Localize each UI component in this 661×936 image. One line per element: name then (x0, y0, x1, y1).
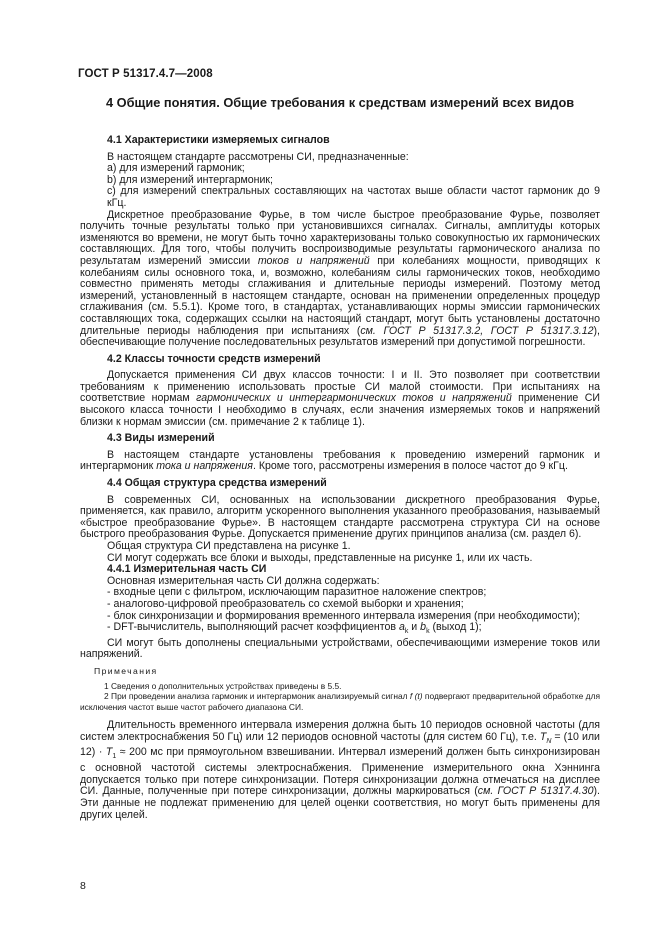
measurement-interval-paragraph: Длительность временного интервала измерения должна быть 10 периодов основной частоты (для систем электроснабжения 50 Гц) или 12 периодов основной частоты (для систем 60 Гц), т.е. $T_N = (10$ или $12) \cdot T_1 \approx 200$ мс при прямоугольном взвешивании. Интервал измерений должен быть синхронизирован с основной частотой системы электроснабжения. Применение измерительного окна Хэннинга допускается только при потере синхронизации. Потеря синхронизации должна отмечаться на дисплее СИ. Данные, полученные при потере синхронизации, должны маркироваться (см. ГОСТ Р 51317.4.30). Эти данные не подлежат применению для целей оценки соответствия, но могут быть применены для других целей. (80, 719, 600, 821)
section-4-4-paragraph: СИ могут содержать все блоки и выходы, представленные на рисунке 1, или их часть. (107, 551, 533, 564)
list-item: a) для измерений гармоник; (107, 162, 245, 175)
section-4-4-1-paragraph: СИ могут быть дополнены специальными устройствами, обеспечивающими измерение токов или напряжений. (80, 636, 600, 661)
section-4-4-paragraph: Общая структура СИ представлена на рисунке 1. (107, 540, 351, 552)
section-4-1-intro: В настоящем стандарте рассмотрены СИ, предназначенные: (107, 150, 409, 163)
section-4-4-1-heading: 4.4.1 Измерительная часть СИ (107, 563, 267, 576)
chapter-title: 4 Общие понятия. Общие требования к средствам измерений всех видов (106, 95, 575, 110)
note-1: 1 Сведения о дополнительных устройствах приведены в 5.5. (104, 680, 342, 691)
list-item: - аналогово-цифровой преобразователь со схемой выборки и хранения; (107, 597, 464, 610)
section-4-4-heading: 4.4 Общая структура средства измерений (107, 477, 327, 490)
section-4-1-paragraph: Дискретное преобразование Фурье, в том числе быстрое преобразование Фурье, позволяет получить точные результаты только при установившихся сигналах. Сигналы, амплитуды которых изменяются во времени, не могут быть точно характеризованы только совокупностью их гармонических составляющих. Для того, чтобы получить воспроизводимые результаты гармонического анализа по результатам измерений эмиссии токов и напряжений при колебаниях мощности, приводящих к колебаниям силы основного тока, и, возможно, колебаниям силы гармонических токов, необходимо совместно применять методы сглаживания и длительные периоды измерений. Поэтому метод измерений, установленный в настоящем стандарте, основан на применении определенных процедур сглаживания (см. 5.5.1). Кроме того, в стандартах, устанавливающих нормы эмиссии гармонических составляющих тока, содержащих ссылки на настоящий стандарт, могут быть установлены достаточно длительные периоды наблюдения при испытаниях (см. ГОСТ Р 51317.3.2, ГОСТ Р 51317.3.12), обеспечивающие получение последовательных результатов измерений при допустимой погрешности. (80, 208, 600, 349)
section-4-3-paragraph: В настоящем стандарте установлены требования к проведению измерений гармоник и интергармоник тока и напряжения. Кроме того, рассмотрены измерения в полосе частот до 9 кГц. (80, 448, 600, 473)
section-4-2-heading: 4.2 Классы точности средств измерений (107, 352, 321, 365)
list-item: c) для измерений спектральных составляющих на частотах выше области частот гармоник до 9 кГц. (107, 185, 600, 209)
document-header: ГОСТ Р 51317.4.7—2008 (78, 68, 213, 80)
section-4-3-heading: 4.3 Виды измерений (107, 432, 215, 445)
list-item: - DFT-вычислитель, выполняющий расчет коэффициентов $a_k$ и $b_k$ (выход 1); (107, 621, 482, 636)
note-2: 2 При проведении анализа гармоник и интергармоник анализируемый сигнал f (t) подвергают предварительной обработке для исключения частот выше частот рабочего диапазона СИ. (80, 691, 600, 712)
list-item: - блок синхронизации и формирования временного интервала измерения (при необходимости); (107, 609, 581, 622)
list-item: - входные цепи с фильтром, исключающим паразитное наложение спектров; (107, 586, 487, 599)
section-4-4-paragraph: В современных СИ, основанных на использовании дискретного преобразования Фурье, применяется, как правило, алгоритм ускоренного выполнения указанного преобразования, называемый «быстрое преобразование Фурье». В настоящем стандарте рассмотрена структура СИ на основе быстрого преобразования Фурье. Допускается применение других принципов анализа (см. раздел 6). (80, 493, 600, 541)
page-number: 8 (80, 880, 86, 892)
notes-title: Примечания (94, 666, 158, 677)
section-4-1-heading: 4.1 Характеристики измеряемых сигналов (107, 134, 330, 146)
section-4-2-paragraph: Допускается применения СИ двух классов точности: I и II. Это позволяет при соответствии требованиям к применению использовать простые СИ малой стоимости. При испытаниях на соответствие нормам гармонических и интергармонических токов и напряжений применение СИ высокого класса точности I необходимо в случаях, если значения измеряемых токов и напряжений близки к нормам эмиссии (см. примечание 2 к таблице 1). (80, 369, 600, 428)
document-body (80, 130, 600, 821)
list-item: b) для измерений интергармоник; (107, 173, 273, 186)
section-4-4-1-intro: Основная измерительная часть СИ должна содержать: (107, 574, 380, 587)
